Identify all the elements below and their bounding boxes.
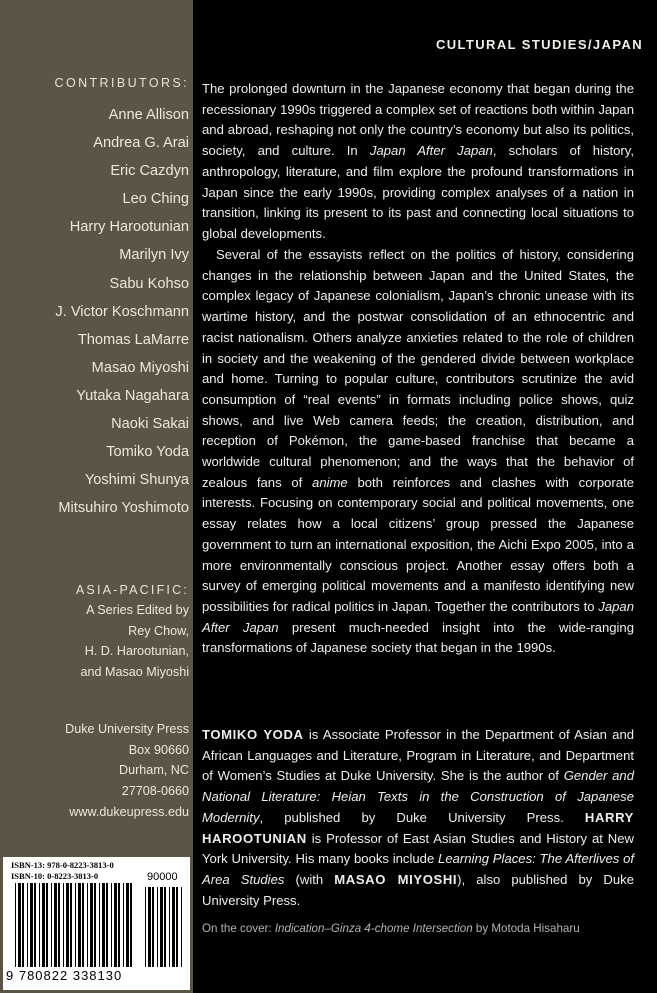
series-line: H. D. Harootunian,	[84, 644, 189, 658]
barcode-bar	[145, 887, 146, 967]
contributor-name: Leo Ching	[122, 191, 189, 208]
cover-credit	[202, 922, 580, 935]
book-title: Japan After Japan	[202, 598, 634, 635]
series-line: A Series Edited by	[86, 603, 189, 617]
barcode-bar	[169, 887, 170, 967]
contributor-name: Mitsuhiro Yoshimoto	[58, 500, 189, 517]
contributor-name: Sabu Kohso	[109, 275, 189, 292]
barcode-bar	[78, 883, 81, 967]
isbn-10: ISBN-10: 0-8223-3813-0	[11, 871, 99, 881]
barcode-bar	[58, 883, 60, 967]
barcode-bar	[90, 883, 93, 967]
barcode-bar	[27, 883, 28, 967]
book-title: Learning Places: The Afterlives of Area Studies	[202, 851, 634, 887]
barcode-bar	[87, 883, 88, 967]
description-paragraph-2	[202, 245, 634, 659]
barcode-bar	[176, 887, 178, 967]
series-line: and Masao Miyoshi	[80, 664, 189, 679]
editor-name: TOMIKO YODA	[202, 727, 304, 742]
contributor-name: Yoshimi Shunya	[84, 472, 189, 489]
barcode-bar	[94, 883, 96, 967]
barcode-bar	[34, 883, 36, 967]
barcode-bar	[30, 883, 33, 967]
barcode-bar	[111, 883, 112, 967]
press-line: Box 90660	[128, 742, 189, 757]
author-name: MASAO MIYOSHI	[334, 871, 458, 887]
barcode-bar	[66, 883, 69, 967]
barcode-bar	[106, 883, 108, 967]
barcode-bar	[164, 887, 166, 967]
barcode-bar	[148, 887, 151, 967]
barcode-bar	[172, 887, 175, 967]
barcode-bar	[114, 883, 117, 967]
text-run: is Professor of East Asian Studies and History at New York University. His many books include	[202, 830, 634, 867]
description-paragraph-1	[202, 79, 634, 245]
barcode-bar	[123, 883, 124, 967]
series-editors	[0, 600, 189, 682]
text-run: On the cover:	[202, 922, 275, 935]
text-run: is Associate Professor in the Department of Asian and African Languages and Literature, Program in Literature, and Department of Women’s Studies at Duke University. She is the author of	[202, 727, 635, 784]
contributor-name: Tomiko Yoda	[106, 444, 189, 461]
barcode-bar	[18, 883, 21, 967]
barcode-bar	[118, 883, 120, 967]
series-heading: ASIA-PACIFIC:	[75, 583, 189, 597]
book-title: Japan After Japan	[369, 143, 493, 159]
contributor-name: Anne Allison	[108, 107, 189, 123]
emphasis-anime: anime	[312, 474, 348, 490]
contributors-list	[0, 101, 189, 522]
barcode-bar	[70, 883, 72, 967]
barcode-bar	[130, 883, 132, 967]
barcode-bar	[15, 883, 16, 967]
barcode-bar	[39, 883, 40, 967]
contributor-name: Masao Miyoshi	[91, 359, 189, 376]
barcode-bar	[82, 883, 84, 967]
press-line: Durham, NC	[119, 763, 189, 778]
barcode-price-code: 90000	[147, 871, 178, 883]
press-line: 27708-0660	[121, 784, 189, 799]
artwork-title: Indication–Ginza 4-chome Intersection	[274, 922, 473, 935]
text-run: both reinforces and clashes with corporate interests. Focusing on contemporary social and political movements, one essay relates how a local citizens’ group pressed the Japanese government to turn an international exposition, the Aichi Expo 2005, into a more environmentally conscious project. Another essay offers both a survey of emerging political movements and a manifesto identifying new possibilities for radical politics in Japan. Together the contributors to	[202, 474, 634, 614]
barcode-bar	[99, 883, 100, 967]
publisher-address	[0, 719, 189, 822]
barcode-bar	[75, 883, 76, 967]
barcode-bar	[102, 883, 105, 967]
barcode-bar	[157, 887, 158, 967]
text-run: ), also published by Duke University Press.	[202, 871, 634, 908]
barcode-bar	[152, 887, 154, 967]
text-run: (with	[284, 871, 335, 887]
contributor-name: Harry Harootunian	[69, 219, 189, 236]
publisher-url: www.dukeupress.edu	[69, 804, 189, 819]
barcode-bar	[126, 883, 129, 967]
contributor-name: Eric Cazdyn	[110, 163, 189, 180]
barcode-bar	[160, 887, 163, 967]
book-title: Gender and National Literature: Heian Texts in the Construction of Japanese Modernity	[202, 768, 634, 825]
contributor-name: Marilyn Ivy	[119, 247, 189, 264]
category-label: CULTURAL STUDIES/JAPAN	[435, 37, 643, 52]
editor-name: HARRY HAROOTUNIAN	[202, 809, 634, 846]
contributors-heading: CONTRIBUTORS:	[54, 76, 189, 90]
text-run: Several of the essayists reflect on the politics of history, considering changes in the relationship between Japan and the United States, the complex legacy of Japanese colonialism, Japan’s chronic unease with its wartime history, and the postwar consolidation of an ethnocentric and racist nationalism. Others analyze anxieties related to the role of children in society and the weakening of the gendered divide between workplace and home. Turning to popular culture, contributors scrutinize the avid consumption of “real events” in formats including police shows, quiz shows, and live Web camera feeds; the creation, distribution, and reception of Pokémon, the game-based franchise that became a worldwide cultural phenomenon; and the ways that the behavior of zealous fans of	[202, 247, 634, 490]
editor-bios	[202, 725, 634, 911]
barcode-bar	[181, 887, 182, 967]
text-run: by Motoda Hisaharu	[472, 922, 580, 935]
barcode-bar	[42, 883, 45, 967]
contributor-name: Yutaka Nagahara	[76, 387, 189, 404]
contributor-name: Andrea G. Arai	[93, 135, 189, 152]
text-run: The prolonged downturn in the Japanese economy that began during the recessionary 1990s triggered a complex set of reactions both within Japan and abroad, reshaping not only the country’s economy but also its politics, society, and culture. In	[202, 81, 634, 159]
barcode-bar	[54, 883, 57, 967]
barcode-bar	[46, 883, 48, 967]
text-run: , scholars of history, anthropology, literature, and film explore the profound transformations in Japan since the early 1990s, providing complex analyses of a nation in transition, linking its present to its past and connecting local situations to global developments.	[202, 143, 634, 241]
barcode-bar	[22, 883, 24, 967]
text-run: , published by Duke University Press.	[259, 809, 585, 825]
series-line: Rey Chow,	[128, 623, 189, 638]
barcode-bar	[63, 883, 64, 967]
barcode-number: 9 780822 338130	[6, 968, 123, 983]
press-line: Duke University Press	[65, 722, 189, 736]
contributors-sidebar	[0, 0, 193, 993]
contributor-name: Thomas LaMarre	[77, 331, 189, 348]
barcode-bar	[51, 883, 52, 967]
contributor-name: J. Victor Koschmann	[55, 303, 189, 320]
isbn-13: ISBN-13: 978-0-8223-3813-0	[11, 860, 114, 870]
text-run: present much-needed insight into the wide-ranging transformations of Japanese society that began in the 1990s.	[202, 619, 634, 656]
contributor-name: Naoki Sakai	[111, 416, 189, 433]
